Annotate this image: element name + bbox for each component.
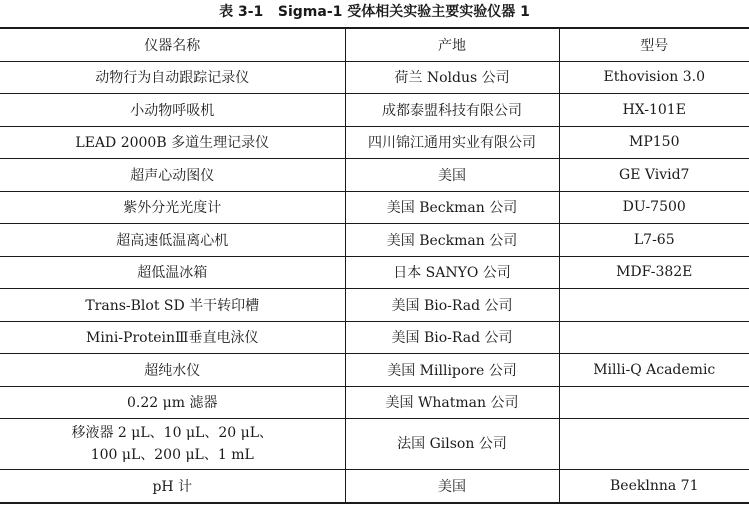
instrument-model: L7-65 xyxy=(559,224,749,257)
column-header-origin: 产地 xyxy=(345,28,559,61)
instrument-model xyxy=(559,419,749,470)
instrument-origin: 成都泰盟科技有限公司 xyxy=(345,94,559,127)
instrument-name: 超高速低温离心机 xyxy=(0,224,345,257)
instrument-model: MDF-382E xyxy=(559,256,749,289)
instrument-name: 超低温冰箱 xyxy=(0,256,345,289)
table-row xyxy=(0,94,749,127)
instrument-model xyxy=(559,321,749,354)
instrument-model xyxy=(559,289,749,322)
column-header-model: 型号 xyxy=(559,28,749,61)
table-row xyxy=(0,159,749,192)
instrument-name: 超声心动图仪 xyxy=(0,159,345,192)
instrument-model: Ethovision 3.0 xyxy=(559,61,749,94)
instrument-name: 超纯水仪 xyxy=(0,354,345,387)
table-row xyxy=(0,191,749,224)
table-row xyxy=(0,256,749,289)
instrument-origin: 荷兰 Noldus 公司 xyxy=(345,61,559,94)
instrument-model: Beeklnna 71 xyxy=(559,470,749,503)
table-row xyxy=(0,321,749,354)
table-title: Sigma-1 受体相关实验主要实验仪器 1 xyxy=(277,4,530,20)
table-row xyxy=(0,224,749,257)
instrument-origin: 四川锦江通用实业有限公司 xyxy=(345,126,559,159)
instrument-origin: 法国 Gilson 公司 xyxy=(345,419,559,470)
instrument-origin: 美国 Bio-Rad 公司 xyxy=(345,289,559,322)
instrument-origin: 美国 Millipore 公司 xyxy=(345,354,559,387)
table-row xyxy=(0,61,749,94)
instrument-origin: 美国 Whatman 公司 xyxy=(345,386,559,419)
table-header-row xyxy=(0,28,749,61)
instrument-table xyxy=(0,27,749,504)
instrument-origin: 美国 Beckman 公司 xyxy=(345,191,559,224)
instrument-name: 0.22 μm 滤器 xyxy=(0,386,345,419)
table-row xyxy=(0,354,749,387)
instrument-name: Mini-ProteinⅢ垂直电泳仪 xyxy=(0,321,345,354)
instrument-model: HX-101E xyxy=(559,94,749,127)
table-row xyxy=(0,289,749,322)
instrument-origin: 美国 Bio-Rad 公司 xyxy=(345,321,559,354)
instrument-model: DU-7500 xyxy=(559,191,749,224)
instrument-name: 紫外分光光度计 xyxy=(0,191,345,224)
instrument-origin: 日本 SANYO 公司 xyxy=(345,256,559,289)
instrument-name xyxy=(0,419,345,470)
instrument-name: LEAD 2000B 多道生理记录仪 xyxy=(0,126,345,159)
table-caption xyxy=(0,0,749,26)
table-row xyxy=(0,126,749,159)
table-row xyxy=(0,386,749,419)
instrument-name: pH 计 xyxy=(0,470,345,503)
instrument-name: 小动物呼吸机 xyxy=(0,94,345,127)
instrument-origin: 美国 xyxy=(345,159,559,192)
instrument-name-line-2: 100 μL、200 μL、1 mL xyxy=(90,447,254,463)
instrument-model xyxy=(559,386,749,419)
table-row xyxy=(0,470,749,503)
instrument-model: GE Vivid7 xyxy=(559,159,749,192)
instrument-model: MP150 xyxy=(559,126,749,159)
instrument-origin: 美国 Beckman 公司 xyxy=(345,224,559,257)
instrument-origin: 美国 xyxy=(345,470,559,503)
table-row xyxy=(0,419,749,470)
instrument-name-line-1: 移液器 2 μL、10 μL、20 μL、 xyxy=(71,425,274,441)
table-number: 表 3-1 xyxy=(219,4,264,20)
instrument-name: 动物行为自动跟踪记录仪 xyxy=(0,61,345,94)
instrument-model: Milli-Q Academic xyxy=(559,354,749,387)
column-header-name: 仪器名称 xyxy=(0,28,345,61)
instrument-name: Trans-Blot SD 半干转印槽 xyxy=(0,289,345,322)
